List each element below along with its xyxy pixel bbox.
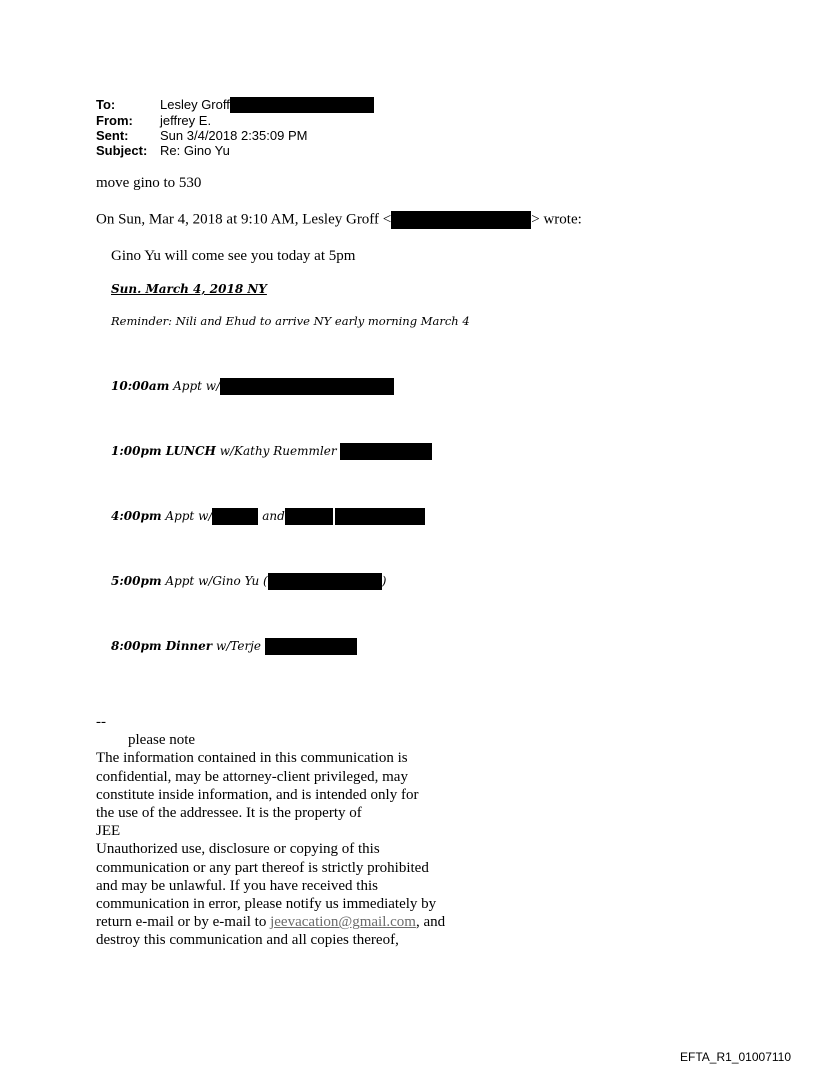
entry-text: Appt w/ xyxy=(173,379,221,393)
calendar-entry xyxy=(111,378,394,395)
notice-line: the use of the addressee. It is the property of xyxy=(96,805,362,822)
entry-text: w/Kathy Ruemmler xyxy=(219,444,337,458)
calendar-entry xyxy=(111,443,432,460)
calendar-reminder: Reminder: Nili and Ehud to arrive NY early morning March 4 xyxy=(111,314,470,328)
notice-line: destroy this communication and all copies thereof, xyxy=(96,932,399,949)
entry-time: 10:00am xyxy=(111,379,170,393)
redaction-box xyxy=(230,97,374,113)
notice-line: and may be unlawful. If you have received this xyxy=(96,877,378,894)
notice-line: confidential, may be attorney-client privileged, may xyxy=(96,768,408,785)
notice-heading: please note xyxy=(128,732,196,749)
subject-value: Re: Gino Yu xyxy=(160,143,230,158)
redaction-box xyxy=(335,508,425,525)
redaction-box xyxy=(285,508,333,525)
entry-text: Appt w/ xyxy=(165,509,213,523)
redaction-box xyxy=(265,638,357,655)
signature-dashes: -- xyxy=(96,714,106,730)
notice-line: JEE xyxy=(96,823,121,840)
entry-time: 8:00pm Dinner xyxy=(111,639,213,653)
entry-time: 5:00pm xyxy=(111,574,162,588)
to-label: To: xyxy=(96,97,116,112)
calendar-date-heading: Sun. March 4, 2018 NY xyxy=(111,282,267,296)
notice-line xyxy=(96,913,445,931)
notice-text: return e-mail or by e-mail to xyxy=(96,914,271,931)
redaction-box xyxy=(212,508,258,525)
reply-text: move gino to 530 xyxy=(96,175,202,191)
email-link[interactable]: jeevacation@gmail.com xyxy=(270,914,416,931)
entry-text: Appt w/Gino Yu ( xyxy=(165,574,268,588)
entry-time: 4:00pm xyxy=(111,509,162,523)
sent-row xyxy=(96,128,374,143)
calendar-entry xyxy=(111,573,386,590)
to-value: Lesley Groff xyxy=(160,97,230,112)
redaction-box xyxy=(220,378,394,395)
sent-label: Sent: xyxy=(96,128,129,143)
to-row xyxy=(96,97,374,113)
from-label: From: xyxy=(96,113,133,128)
redaction-box xyxy=(268,573,382,590)
entry-close: ) xyxy=(381,574,387,588)
calendar-entry xyxy=(111,508,425,525)
entry-mid: and xyxy=(262,509,285,523)
confidentiality-notice xyxy=(96,713,445,950)
entry-text: w/Terje xyxy=(215,639,261,653)
calendar-entry xyxy=(111,638,357,655)
email-header xyxy=(96,97,374,158)
from-row xyxy=(96,113,374,128)
notice-line: Unauthorized use, disclosure or copying of this xyxy=(96,841,380,858)
notice-line: communication or any part thereof is strictly prohibited xyxy=(96,859,429,876)
quote-intro xyxy=(96,211,582,229)
entry-time: 1:00pm LUNCH xyxy=(111,444,216,458)
quote-intro-after: > wrote: xyxy=(531,211,582,228)
quote-line: Gino Yu will come see you today at 5pm xyxy=(111,248,356,264)
notice-line: The information contained in this communication is xyxy=(96,750,408,767)
sent-value: Sun 3/4/2018 2:35:09 PM xyxy=(160,128,308,143)
notice-text: , and xyxy=(415,914,446,931)
subject-label: Subject: xyxy=(96,143,148,158)
redaction-box xyxy=(391,211,531,229)
document-id: EFTA_R1_01007110 xyxy=(680,1050,791,1064)
notice-line: communication in error, please notify us immediately by xyxy=(96,896,437,913)
notice-line: constitute inside information, and is intended only for xyxy=(96,786,419,803)
quote-intro-before: On Sun, Mar 4, 2018 at 9:10 AM, Lesley Groff < xyxy=(96,211,392,228)
redaction-box xyxy=(340,443,432,460)
from-value: jeffrey E. xyxy=(160,113,212,128)
subject-row xyxy=(96,143,374,158)
